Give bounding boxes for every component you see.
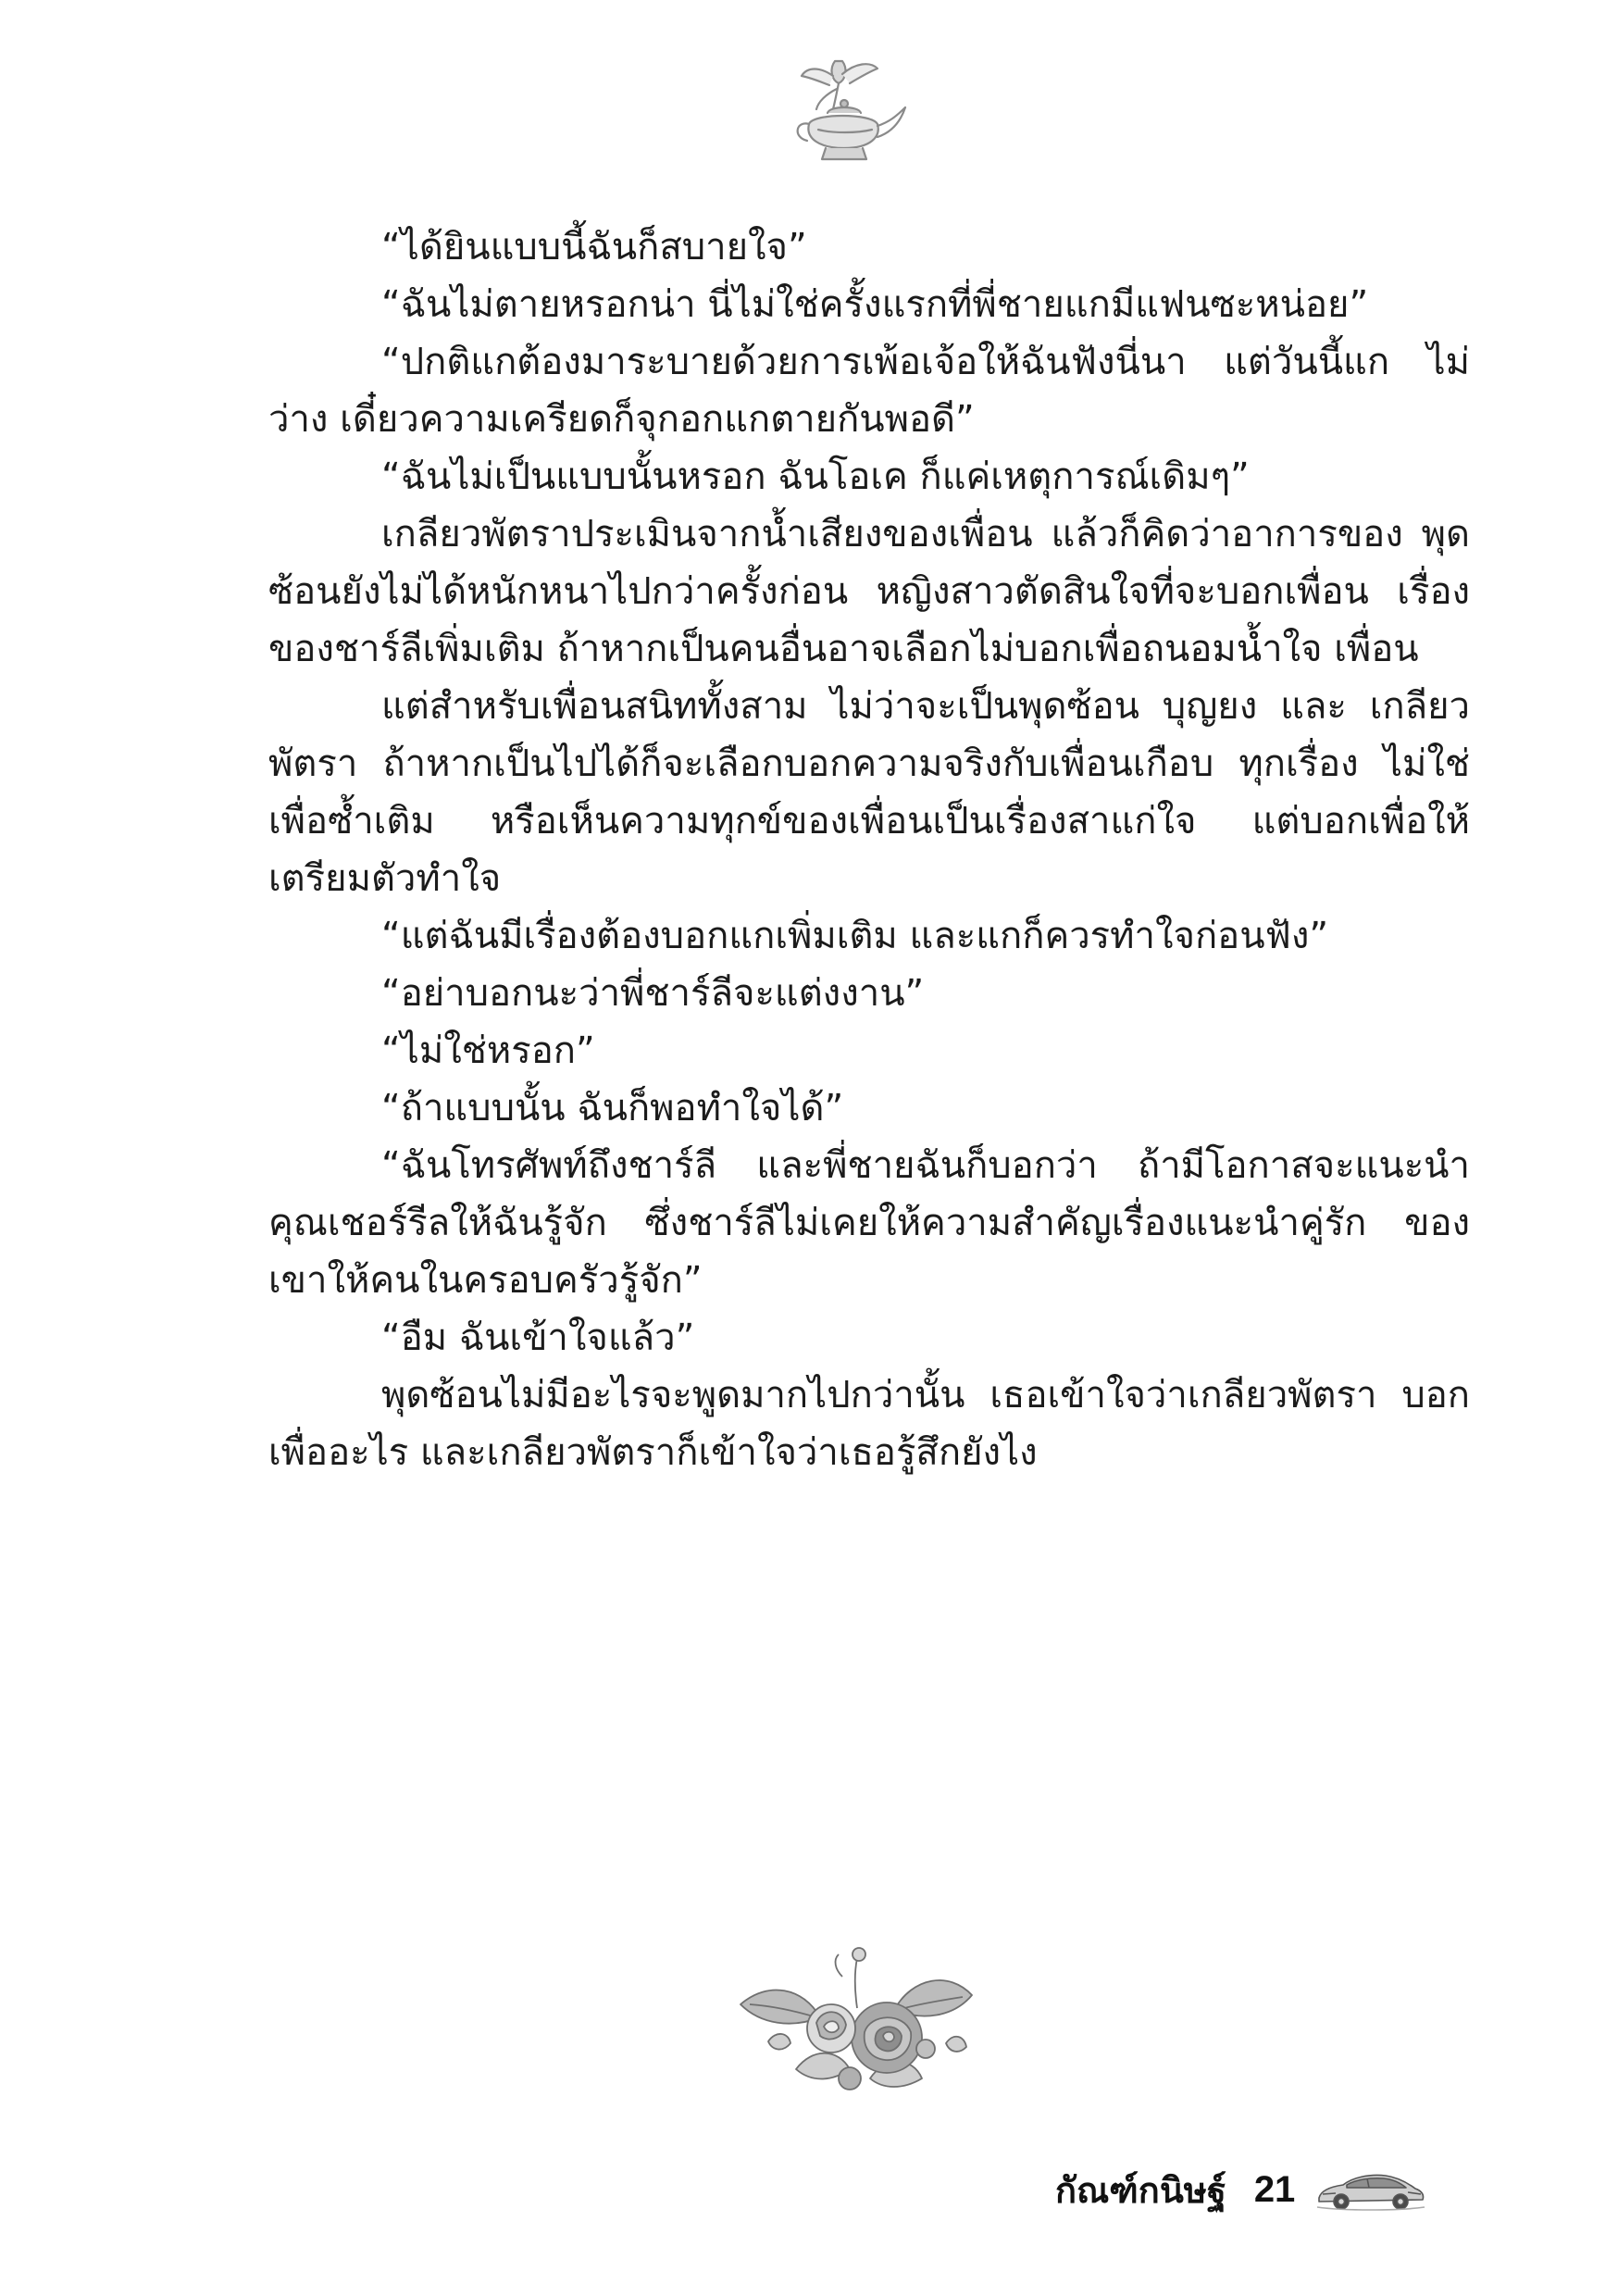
sports-car-icon xyxy=(1315,2166,1426,2213)
paragraph: “ฉันไม่ตายหรอกน่า นี่ไม่ใช่ครั้งแรกที่พี่ชายแกมีแฟนซะหน่อย” xyxy=(381,283,1369,326)
paragraph: “ฉันไม่เป็นแบบนั้นหรอก ฉันโอเค ก็แค่เหตุการณ์เดิมๆ” xyxy=(381,455,1250,498)
rose-floral-ornament-icon xyxy=(731,1940,981,2120)
paragraph: พุดซ้อนไม่มีอะไรจะพูดมากไปกว่านั้น เธอเข้าใจว่าเกลียวพัตรา บอกเพื่ออะไร และเกลียวพัตราก็เข้าใจว่าเธอรู้สึกยังไง xyxy=(268,1374,1470,1474)
paragraph: “อืม ฉันเข้าใจแล้ว” xyxy=(381,1316,695,1359)
paragraph: “แต่ฉันมีเรื่องต้องบอกแกเพิ่มเติม และแกก็ควรทำใจก่อนฟัง” xyxy=(381,915,1329,957)
author-name: กัณฑ์กนิษฐ์ xyxy=(1055,2169,1226,2211)
paragraph: “ได้ยินแบบนี้ฉันก็สบายใจ” xyxy=(381,226,807,268)
paragraph: “ปกติแกต้องมาระบายด้วยการเพ้อเจ้อให้ฉันฟังนี่นา แต่วันนี้แก ไม่ว่าง เดี๋ยวความเครียดก็จุกอกแกตายกันพอดี” xyxy=(268,341,1470,441)
paragraph: “ไม่ใช่หรอก” xyxy=(381,1029,595,1072)
story-text xyxy=(268,218,1470,1481)
teapot-fairy-ornament-icon xyxy=(781,52,911,172)
paragraph: แต่สำหรับเพื่อนสนิททั้งสาม ไม่ว่าจะเป็นพุดซ้อน บุญยง และ เกลียวพัตรา ถ้าหากเป็นไปได้ก็จะเลือกบอกความจริงกับเพื่อนเกือบ ทุกเรื่อง ไม่ใช่เพื่อซ้ำเติม หรือเห็นความทุกข์ของเพื่อนเป็นเรื่องสาแก่ใจ แต่บอกเพื่อให้เตรียมตัวทำใจ xyxy=(268,685,1470,900)
page-footer xyxy=(1055,2157,1426,2222)
paragraph: “ถ้าแบบนั้น ฉันก็พอทำใจได้” xyxy=(381,1087,844,1129)
paragraph: เกลียวพัตราประเมินจากน้ำเสียงของเพื่อน แล้วก็คิดว่าอาการของ พุดซ้อนยังไม่ได้หนักหนาไปกว่าครั้งก่อน หญิงสาวตัดสินใจที่จะบอกเพื่อน เรื่องของชาร์ลีเพิ่มเติม ถ้าหากเป็นคนอื่นอาจเลือกไม่บอกเพื่อถนอมน้ำใจ เพื่อน xyxy=(268,513,1470,670)
paragraph: “ฉันโทรศัพท์ถึงชาร์ลี และพี่ชายฉันก็บอกว่า ถ้ามีโอกาสจะแนะนำ คุณเชอร์รีลให้ฉันรู้จัก ซึ่งชาร์ลีไม่เคยให้ความสำคัญเรื่องแนะนำคู่รัก ของเขาให้คนในครอบครัวรู้จัก” xyxy=(268,1144,1470,1302)
paragraph: “อย่าบอกนะว่าพี่ชาร์ลีจะแต่งงาน” xyxy=(381,972,925,1015)
page-number: 21 xyxy=(1253,2168,1296,2210)
